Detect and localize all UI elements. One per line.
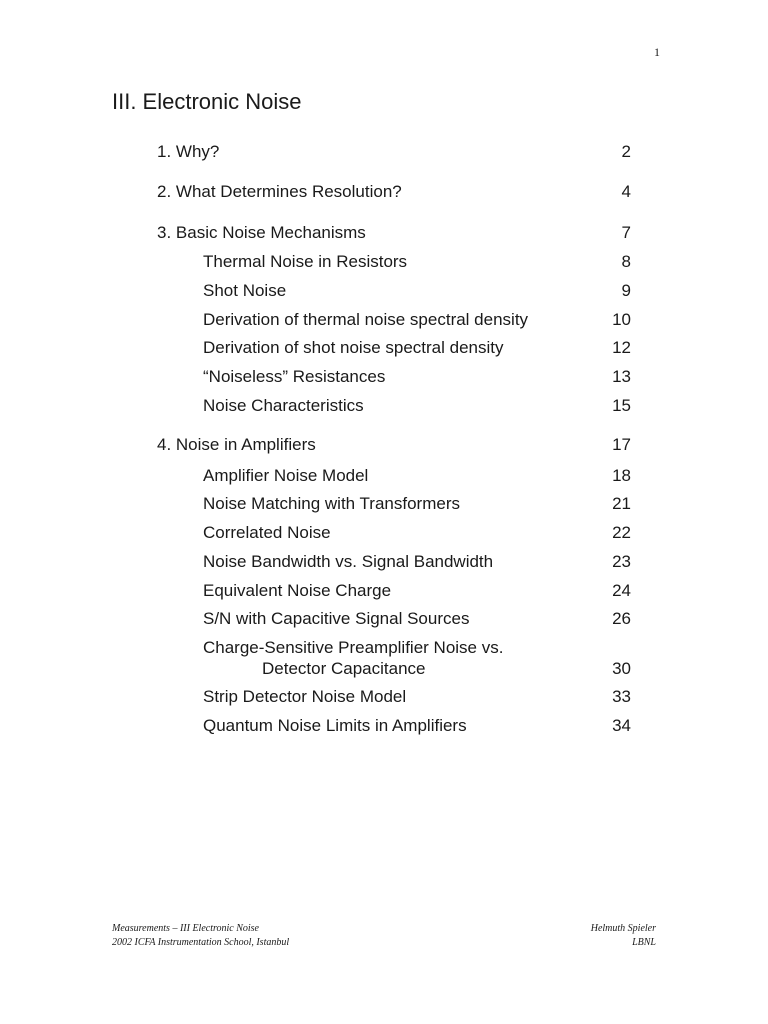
document-title: III. Electronic Noise [112, 89, 302, 114]
footer-right [520, 922, 656, 950]
toc-entry-csp-line1: Charge-Sensitive Preamplifier Noise vs. [203, 638, 504, 657]
toc-entry-noiseless: “Noiseless” Resistances [203, 367, 386, 386]
toc-entry-amp-model: Amplifier Noise Model [203, 466, 369, 485]
toc-page-sn-cap: 26 [612, 609, 631, 628]
toc-page-correlated: 22 [612, 523, 631, 542]
toc-page-csp: 30 [612, 659, 631, 678]
toc-entry-characteristics: Noise Characteristics [203, 396, 364, 415]
footer-institution: LBNL [632, 937, 656, 948]
toc-entry-csp-line2: Detector Capacitance [262, 659, 426, 678]
toc-entry-deriv-shot: Derivation of shot noise spectral density [203, 338, 504, 357]
toc-entry-transformers: Noise Matching with Transformers [203, 494, 460, 513]
toc-page-why: 2 [621, 142, 631, 161]
toc-page-deriv-thermal: 10 [612, 310, 631, 329]
toc-page-thermal: 8 [621, 252, 631, 271]
toc-entry-bandwidth: Noise Bandwidth vs. Signal Bandwidth [203, 552, 494, 571]
toc-entry-deriv-thermal: Derivation of thermal noise spectral density [203, 310, 529, 329]
toc-page-transformers: 21 [612, 494, 631, 513]
page-number: 1 [654, 45, 660, 59]
toc-entry-why: 1. Why? [157, 142, 220, 161]
toc-page-noiseless: 13 [612, 367, 631, 386]
toc-page-amp-model: 18 [612, 466, 631, 485]
toc-entry-correlated: Correlated Noise [203, 523, 331, 542]
toc-page-shot: 9 [621, 281, 631, 300]
toc-page-deriv-shot: 12 [612, 338, 631, 357]
toc-entry-strip: Strip Detector Noise Model [203, 687, 407, 706]
toc-entry-shot: Shot Noise [203, 281, 287, 300]
toc-page-enc: 24 [612, 581, 631, 600]
toc-entry-sn-cap: S/N with Capacitive Signal Sources [203, 609, 470, 628]
toc-entry-quantum: Quantum Noise Limits in Amplifiers [203, 716, 467, 735]
toc-page-quantum: 34 [612, 716, 631, 735]
footer-school: 2002 ICFA Instrumentation School, Istanbul [112, 937, 290, 948]
footer-left [112, 922, 289, 950]
toc-page-resolution: 4 [621, 182, 631, 201]
toc-page-characteristics: 15 [612, 396, 631, 415]
toc-page-bandwidth: 23 [612, 552, 631, 571]
toc-entry-resolution: 2. What Determines Resolution? [157, 182, 402, 201]
toc-page-amplifiers: 17 [612, 435, 631, 454]
toc-page-mechanisms: 7 [621, 223, 631, 242]
footer-course-title: Measurements – III Electronic Noise [112, 923, 259, 934]
toc-page-strip: 33 [612, 687, 631, 706]
footer-author: Helmuth Spieler [590, 923, 656, 934]
toc-entry-thermal: Thermal Noise in Resistors [203, 252, 408, 271]
toc-entry-mechanisms: 3. Basic Noise Mechanisms [157, 223, 366, 242]
toc-entry-enc: Equivalent Noise Charge [203, 581, 392, 600]
toc-entry-amplifiers: 4. Noise in Amplifiers [157, 435, 316, 454]
